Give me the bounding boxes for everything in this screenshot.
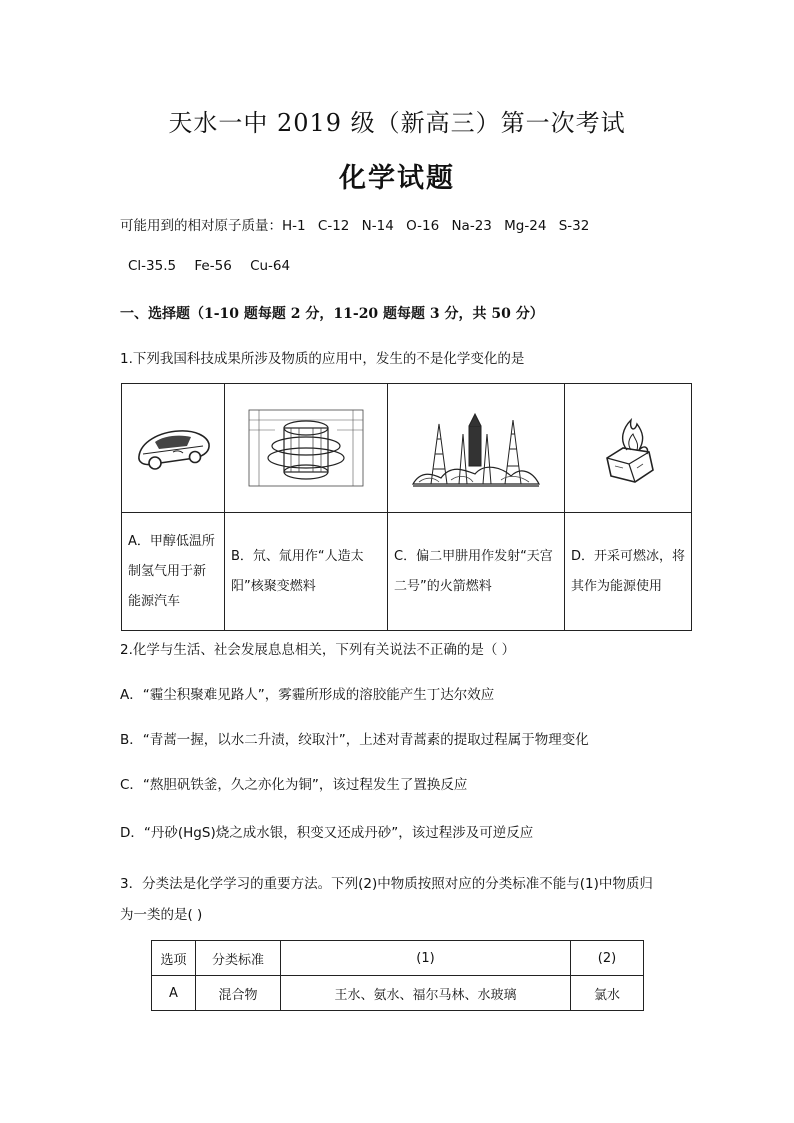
atomic-masses-line-2: Cl-35.5 Fe-56 Cu-64 <box>128 258 291 274</box>
question-3-table <box>151 940 644 1011</box>
question-1-stem: 1.下列我国科技成果所涉及物质的应用中，发生的不是化学变化的是 <box>120 351 525 367</box>
atomic-masses-line-1: 可能用到的相对原子质量：H-1 C-12 N-14 O-16 Na-23 Mg-24 S-32 <box>120 218 590 234</box>
table-row <box>152 976 644 1011</box>
option-b-label: B．氘、氚用作“人造太阳”核聚变燃料 <box>225 513 388 631</box>
option-a-image-cell <box>122 384 225 513</box>
question-2-option-c: C．“熬胆矾铁釜，久之亦化为铜”，该过程发生了置换反应 <box>120 777 468 793</box>
table-header-cell: 选项 <box>152 941 196 976</box>
option-a-label: A．甲醇低温所制氢气用于新能源汽车 <box>122 513 225 631</box>
table-header-cell: 分类标准 <box>196 941 281 976</box>
table-header-cell: (2) <box>571 941 644 976</box>
question-3-stem-line-2: 为一类的是( ) <box>120 907 203 923</box>
rocket-launch-icon <box>411 404 541 492</box>
table-header-row <box>152 941 644 976</box>
option-c-label: C．偏二甲肼用作发射“天宫二号”的火箭燃料 <box>388 513 565 631</box>
option-d-image-cell <box>565 384 692 513</box>
question-3-stem-line-1: 3．分类法是化学学习的重要方法。下列(2)中物质按照对应的分类标准不能与(1)中物质归 <box>120 876 653 892</box>
table-cell: 氯水 <box>571 976 644 1011</box>
table-cell: A <box>152 976 196 1011</box>
car-icon <box>133 422 213 474</box>
table-header-cell: (1) <box>281 941 571 976</box>
option-d-label: D．开采可燃冰，将其作为能源使用 <box>565 513 692 631</box>
option-c-image-cell <box>388 384 565 513</box>
question-2-option-b: B．“青蒿一握，以水二升渍，绞取汁”，上述对青蒿素的提取过程属于物理变化 <box>120 732 589 748</box>
exam-title: 天水一中 2019 级（新高三）第一次考试 <box>168 109 626 137</box>
question-2-option-d: D．“丹砂(HgS)烧之成水银，积变又还成丹砂”，该过程涉及可逆反应 <box>120 825 534 841</box>
table-cell: 王水、氨水、福尔马林、水玻璃 <box>281 976 571 1011</box>
question-2-stem: 2.化学与生活、社会发展息息相关，下列有关说法不正确的是（ ） <box>120 642 516 658</box>
exam-subtitle: 化学试题 <box>339 163 455 194</box>
section-heading: 一、选择题（1-10 题每题 2 分，11-20 题每题 3 分，共 50 分） <box>120 306 544 322</box>
reactor-icon <box>245 406 367 490</box>
option-b-image-cell <box>225 384 388 513</box>
question-2-option-a: A．“霾尘积聚难见路人”，雾霾所形成的溶胶能产生丁达尔效应 <box>120 687 495 703</box>
burning-ice-icon <box>593 410 663 486</box>
question-1-options-table <box>121 383 692 631</box>
table-cell: 混合物 <box>196 976 281 1011</box>
